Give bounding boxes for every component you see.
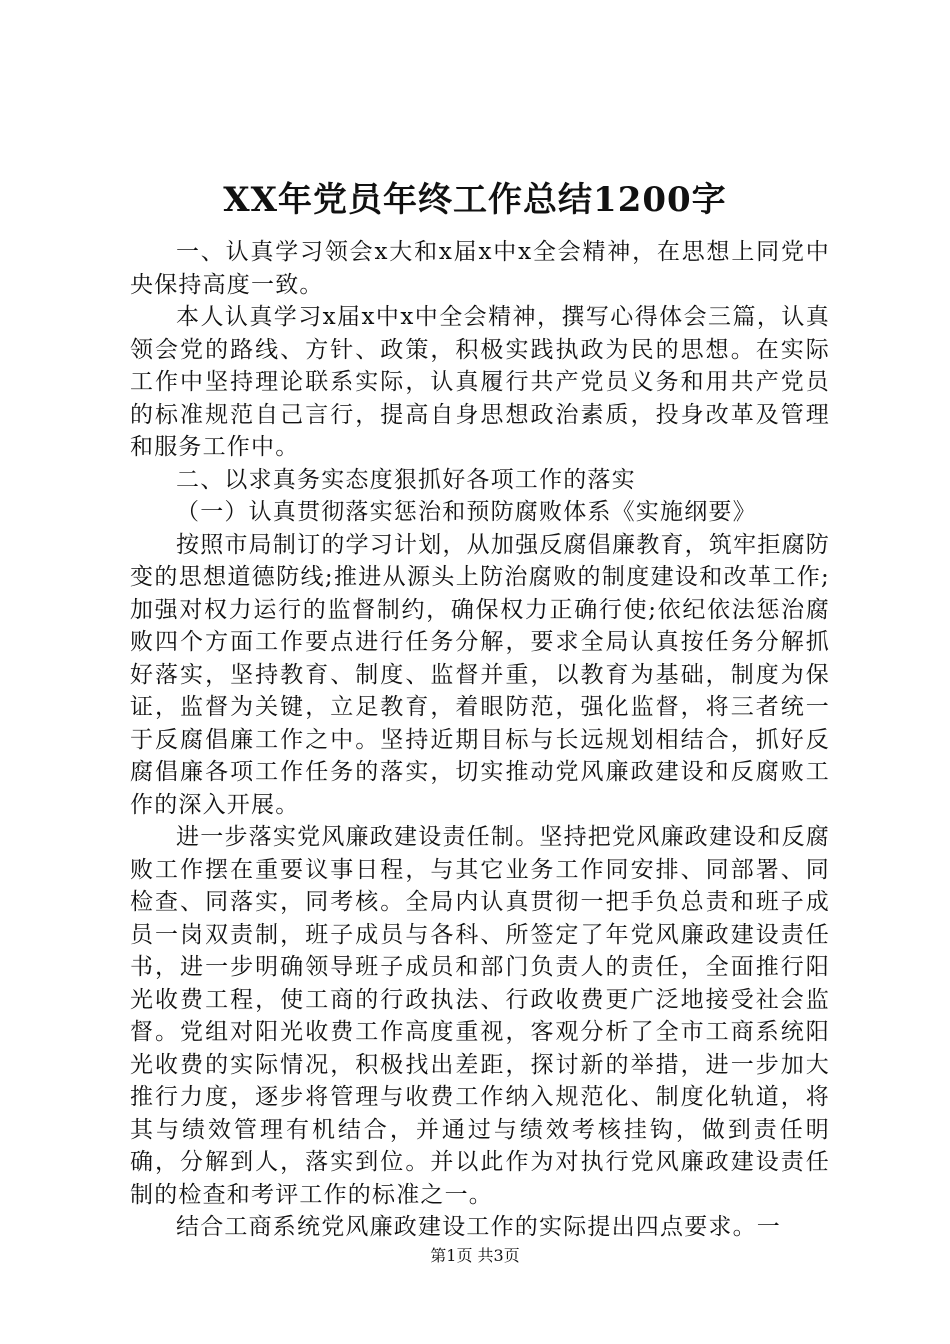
section-heading: 二、以求真务实态度狠抓好各项工作的落实: [176, 466, 636, 493]
paragraph: 进一步落实党风廉政建设责任制。坚持把党风廉政建设和反腐败工作摆在重要议事日程，与其它业务工作同安排、同部署、同检查、同落实，同考核。全局内认真贯彻一把手负总责和班子成员一岗双责制，班子成员与各科、所签定了年党风廉政建设责任书，进一步明确领导班子成员和部门负责人的责任，全面推行阳光收费工程，使工商的行政执法、行政收费更广泛地接受社会监督。党组对阳光收费工作高度重视，客观分析了全市工商系统阳光收费的实际情况，积极找出差距，探讨新的举措，进一步加大推行力度，逐步将管理与收费工作纳入规范化、制度化轨道，将其与绩效管理有机结合，并通过与绩效考核挂钩，做到责任明确，分解到人，落实到位。并以此作为对执行党风廉政建设责任制的检查和考评工作的标准之一。: [130, 824, 830, 1208]
paragraph: 按照市局制订的学习计划，从加强反腐倡廉教育，筑牢拒腐防变的思想道德防线;推进从源头上防治腐败的制度建设和改革工作;加强对权力运行的监督制约，确保权力正确行使;依纪依法惩治腐败四个方面工作要点进行任务分解，要求全局认真按任务分解抓好落实，坚持教育、制度、监督并重，以教育为基础，制度为保证，监督为关键，立足教育，着眼防范，强化监督，将三者统一于反腐倡廉工作之中。坚持近期目标与长远规划相结合，抓好反腐倡廉各项工作任务的落实，切实推动党风廉政建设和反腐败工作的深入开展。: [130, 531, 830, 818]
paragraph: 本人认真学习x届x中x中全会精神，撰写心得体会三篇，认真领会党的路线、方针、政策，积极实践执政为民的思想。在实际工作中坚持理论联系实际，认真履行共产党员义务和用共产党员的标准规范自己言行，提高自身思想政治素质，投身改革及管理和服务工作中。: [130, 304, 830, 460]
paragraph: 一、认真学习领会x大和x届x中x全会精神，在思想上同党中央保持高度一致。: [130, 239, 830, 298]
document-title: XX年党员年终工作总结1200字: [223, 180, 727, 220]
subsection-heading: （一）认真贯彻落实惩治和预防腐败体系《实施纲要》: [176, 499, 757, 525]
document-body: [130, 236, 830, 1244]
page-number-footer: 第1页 共3页: [430, 1246, 520, 1265]
paragraph: 结合工商系统党风廉政建设工作的实际提出四点要求。一: [176, 1214, 781, 1240]
